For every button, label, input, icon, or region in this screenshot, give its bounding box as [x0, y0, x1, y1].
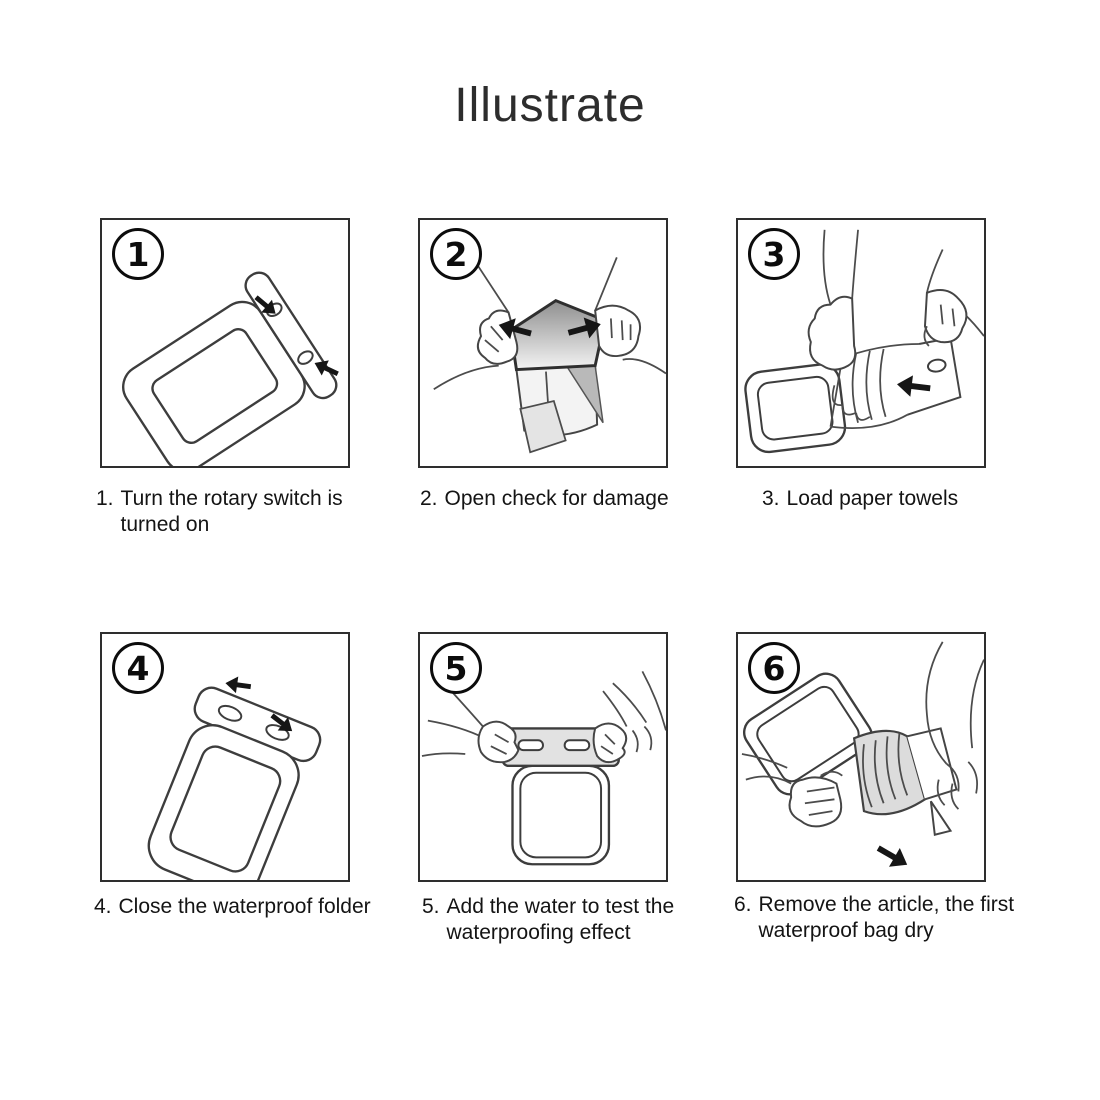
caption-line-1: Open check for damage: [444, 487, 669, 510]
step-1-panel: [100, 218, 350, 468]
badge-number: 2: [444, 234, 468, 274]
step-5-number-badge: [430, 642, 482, 694]
step-4-number-badge: [112, 642, 164, 694]
badge-number: 6: [762, 648, 786, 688]
step-5-panel: [418, 632, 668, 882]
step-3-caption: [762, 486, 1022, 512]
caption-line-1: Close the waterproof folder: [118, 895, 371, 918]
step-2-number-badge: [430, 228, 482, 280]
caption-line-1: Remove the article, the first: [758, 893, 1015, 916]
badge-number: 5: [444, 648, 468, 688]
caption-number: 6.: [734, 893, 752, 916]
caption-line-2: waterproofing effect: [446, 921, 631, 944]
step-4-caption: [94, 894, 394, 920]
step-3-number-badge: [748, 228, 800, 280]
step-4-panel: [100, 632, 350, 882]
pull-out-arrow-icon: [873, 839, 913, 874]
step-2-panel: [418, 218, 668, 468]
step-2-caption: [420, 486, 700, 512]
step-1-caption: [96, 486, 386, 538]
page-title: Illustrate: [454, 79, 646, 132]
step-6-caption: [734, 892, 1044, 944]
step-1-number-badge: [112, 228, 164, 280]
turn-switch-arrow-icon: [224, 675, 252, 695]
caption-line-2: turned on: [120, 513, 210, 536]
step-6-panel: [736, 632, 986, 882]
badge-number: 4: [126, 648, 150, 688]
caption-number: 1.: [96, 487, 114, 510]
caption-line-1: Turn the rotary switch is: [120, 487, 343, 510]
step-6-number-badge: [748, 642, 800, 694]
badge-number: 1: [126, 234, 150, 274]
caption-line-1: Load paper towels: [786, 487, 959, 510]
caption-number: 5.: [422, 895, 440, 918]
caption-number: 4.: [94, 895, 112, 918]
caption-line-2: waterproof bag dry: [758, 919, 934, 942]
caption-number: 2.: [420, 487, 438, 510]
step-5-caption: [422, 894, 702, 946]
caption-line-1: Add the water to test the: [446, 895, 675, 918]
badge-number: 3: [762, 234, 786, 274]
caption-number: 3.: [762, 487, 780, 510]
step-3-panel: [736, 218, 986, 468]
